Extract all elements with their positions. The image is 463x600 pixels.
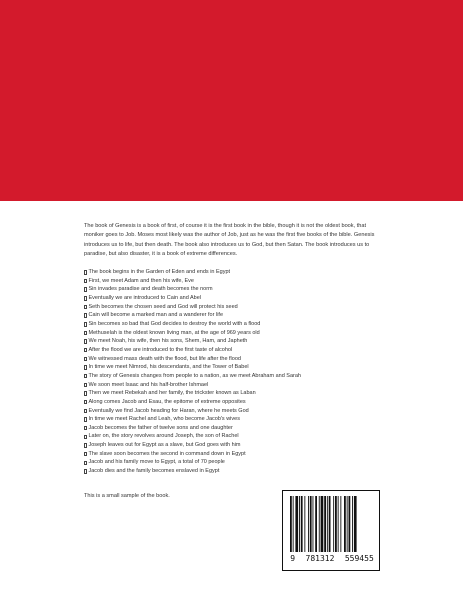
barcode-bar — [327, 496, 328, 552]
bullet-box-icon — [84, 296, 87, 301]
bullet-box-icon — [84, 305, 87, 310]
bullet-box-icon — [84, 374, 87, 379]
barcode-bar — [315, 496, 317, 552]
bullet-box-icon — [84, 443, 87, 448]
list-item — [84, 346, 384, 355]
list-item — [84, 311, 384, 320]
bullet-box-icon — [84, 357, 87, 362]
list-item — [84, 424, 384, 433]
list-item-text: Along comes Jacob and Esau, the epitome of extreme opposites — [88, 398, 246, 405]
barcode-bar — [301, 496, 303, 552]
bullet-box-icon — [84, 469, 87, 474]
list-item — [84, 398, 384, 407]
list-item-text: Joseph leaves out for Egypt as a slave, but God goes with him — [88, 442, 241, 449]
bullet-box-icon — [84, 461, 87, 466]
red-cover-band — [0, 0, 463, 201]
closing-note: This is a small sample of the book. — [84, 493, 170, 499]
list-item — [84, 320, 384, 329]
list-item-text: Cain will become a marked man and a wanderer for life — [88, 312, 224, 319]
list-item-text: Seth becomes the chosen seed and God will protect his seed — [88, 303, 238, 310]
bullet-box-icon — [84, 365, 87, 370]
list-item-text: Jacob dies and the family becomes enslaved in Egypt — [88, 468, 220, 475]
list-item-text: After the flood we are introduced to the first taste of alcohol — [88, 346, 233, 353]
barcode-group-1: 781312 — [305, 554, 335, 563]
bullet-box-icon — [84, 313, 87, 318]
list-item — [84, 381, 384, 390]
barcode-bar — [313, 496, 314, 552]
list-item-text: Eventually we find Jacob heading for Haran, where he meets God — [88, 407, 249, 414]
list-item-text: Sin becomes so bad that God decides to destroy the world with a flood — [88, 320, 261, 327]
list-item-text: Then we meet Rebekah and her family, the trickster known as Laban — [88, 390, 256, 397]
barcode-bar — [344, 496, 346, 552]
list-item-text: Later on, the story revolves around Joseph, the son of Rachel — [88, 433, 239, 440]
bullet-box-icon — [84, 322, 87, 327]
bullet-box-icon — [84, 452, 87, 457]
list-item — [84, 294, 384, 303]
list-item — [84, 285, 384, 294]
list-item-text: In time we meet Rachel and Leah, who become Jacob's wives — [88, 416, 240, 423]
barcode-bar — [319, 496, 320, 552]
list-item-text: First, we meet Adam and then his wife, Eve — [88, 277, 194, 284]
list-item — [84, 372, 384, 381]
bullet-box-icon — [84, 417, 87, 422]
barcode-bar — [338, 496, 339, 552]
barcode-bar — [329, 496, 331, 552]
list-item — [84, 407, 384, 416]
bullet-box-icon — [84, 348, 87, 353]
isbn-barcode — [282, 490, 380, 571]
list-item-text: The slave soon becomes the second in command down in Egypt — [88, 450, 246, 457]
bullet-box-icon — [84, 270, 87, 275]
list-item — [84, 268, 384, 277]
barcode-bar — [321, 496, 324, 552]
list-item — [84, 355, 384, 364]
barcode-bar — [308, 496, 309, 552]
list-item — [84, 303, 384, 312]
bullet-box-icon — [84, 339, 87, 344]
bullet-box-icon — [84, 400, 87, 405]
barcode-bar — [347, 496, 348, 552]
list-item-text: The book begins in the Garden of Eden and ends in Egypt — [88, 269, 231, 275]
list-item — [84, 441, 384, 450]
barcode-group-2: 559455 — [344, 554, 374, 563]
bullet-box-icon — [84, 287, 87, 292]
barcode-bars — [288, 496, 376, 554]
list-item-text: We meet Noah, his wife, then his sons, Shem, Ham, and Japheth — [88, 338, 248, 345]
barcode-digits — [283, 554, 381, 563]
list-item-text: We soon meet Isaac and his half-brother Ishmael — [88, 381, 209, 388]
barcode-bar — [354, 496, 357, 552]
barcode-bar — [324, 496, 326, 552]
bullet-box-icon — [84, 331, 87, 336]
barcode-bar — [349, 496, 351, 552]
barcode-bar — [304, 496, 305, 552]
list-item-text: Sin invades paradise and death becomes the norm — [88, 286, 213, 293]
bullet-box-icon — [84, 383, 87, 388]
list-item — [84, 337, 384, 346]
list-item — [84, 467, 384, 476]
barcode-bar — [340, 496, 341, 552]
barcode-bar — [333, 496, 334, 552]
list-item — [84, 450, 384, 459]
bullet-box-icon — [84, 426, 87, 431]
list-item — [84, 389, 384, 398]
barcode-bar — [295, 496, 298, 552]
list-item-text: We witnessed mass death with the flood, but life after the flood — [88, 355, 241, 362]
bullet-box-icon — [84, 409, 87, 414]
barcode-lead-digit: 9 — [290, 554, 296, 563]
barcode-bar — [352, 496, 353, 552]
list-item-text: Eventually we are introduced to Cain and Abel — [88, 294, 202, 301]
bullet-list — [84, 268, 384, 476]
bullet-box-icon — [84, 435, 87, 440]
barcode-bar — [310, 496, 312, 552]
list-item — [84, 277, 384, 286]
list-item — [84, 329, 384, 338]
list-item — [84, 363, 384, 372]
list-item — [84, 432, 384, 441]
list-item-text: Jacob becomes the father of twelve sons and one daughter — [88, 424, 233, 431]
bullet-box-icon — [84, 279, 87, 284]
list-item — [84, 458, 384, 467]
barcode-bar — [290, 496, 292, 552]
barcode-bar — [335, 496, 337, 552]
list-item-text: Jacob and his family move to Egypt, a total of 70 people — [88, 459, 225, 466]
intro-paragraph: The book of Genesis is a book of first, of course it is the first book in the bible, though it is not the oldest book, that moniker goes to Job. Moses most likely was the author of Job, just as he was the first five books of the bible. Genesis introduces us to life, but then death. The book also introduces us to God, but then Satan. The book introduces us to paradise, but also disaster, it is a book of extreme differences. — [84, 223, 375, 257]
barcode-bar — [299, 496, 300, 552]
list-item-text: In time we meet Nimrod, his descendants, and the Tower of Babel — [88, 364, 249, 371]
barcode-bar — [293, 496, 294, 552]
list-item-text: Methuselah is the oldest known living man, at the age of 969 years old — [88, 329, 260, 336]
bullet-box-icon — [84, 391, 87, 396]
list-item-text: The story of Genesis changes from people to a nation, as we meet Abraham and Sarah — [88, 372, 301, 379]
list-item — [84, 415, 384, 424]
